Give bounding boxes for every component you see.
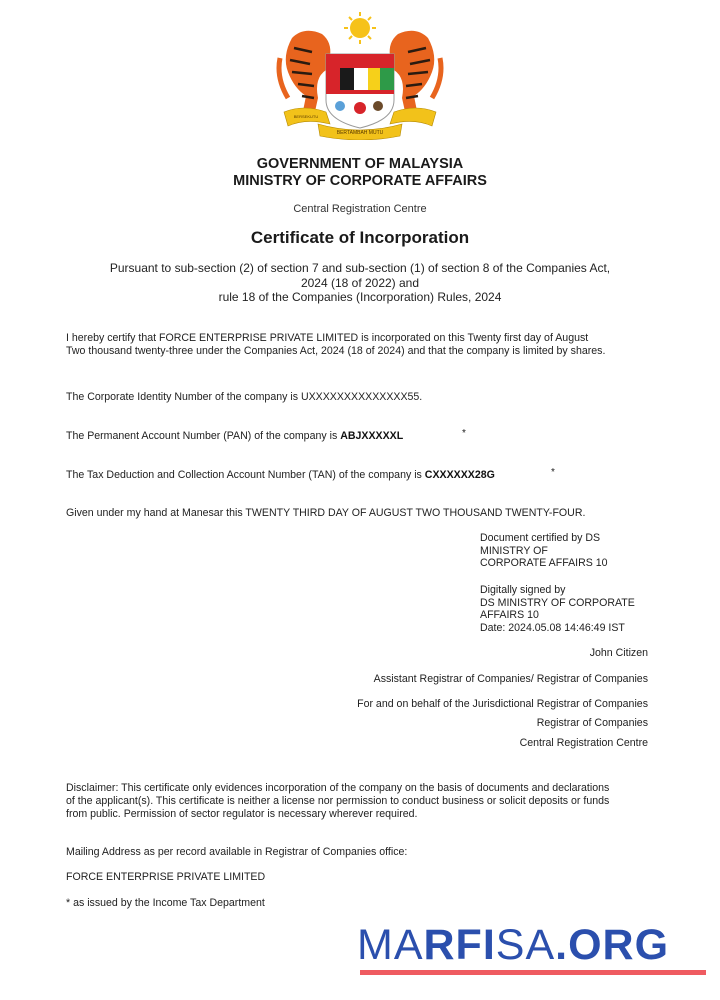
signed-line: Digitally signed by (480, 584, 566, 596)
registration-centre: Central Registration Centre (519, 737, 648, 749)
tan-line (66, 469, 495, 482)
pursuant-line: rule 18 of the Companies (Incorporation) Rules, 2024 (218, 290, 502, 304)
pursuant-line: 2024 (18 of 2022) and (300, 275, 420, 290)
certificate-title: Certificate of Incorporation (250, 228, 470, 247)
certified-line: MINISTRY OF (480, 544, 548, 557)
shield-icon (326, 54, 394, 128)
pan-value: ABJXXXXXL (340, 430, 404, 442)
pan-asterisk: * (462, 428, 466, 439)
tan-label: The Tax Deduction and Collection Account Number (TAN) of the company is (66, 469, 425, 481)
watermark-part: RFI (423, 921, 496, 969)
signed-line: DS MINISTRY OF CORPORATE (480, 596, 635, 609)
certify-line: Two thousand twenty-three under the Companies Act, 2024 (18 of 2024) and that the company is limited by shares. (66, 345, 606, 357)
government-heading (0, 156, 720, 190)
watermark-underline (360, 970, 706, 975)
income-tax-note: * as issued by the Income Tax Department (66, 897, 265, 909)
tiger-left-icon (279, 31, 330, 116)
given-statement: Given under my hand at Manesar this TWENTY THIRD DAY OF AUGUST TWO THOUSAND TWENTY-FOUR. (66, 507, 586, 519)
disclaimer-line: from public. Permission of sector regulator is necessary wherever required. (66, 808, 418, 820)
marfisa-watermark (357, 920, 669, 970)
cin-value: UXXXXXXXXXXXXXX55. (300, 391, 423, 403)
svg-text:BERSEKUTU: BERSEKUTU (293, 114, 319, 119)
certified-by-block (480, 532, 608, 570)
behalf-statement: For and on behalf of the Jurisdictional Registrar of Companies (357, 698, 648, 710)
pursuant-statement (0, 261, 720, 305)
sun-icon (344, 12, 376, 44)
malaysia-coat-of-arms-icon (274, 8, 446, 140)
signed-line: AFFAIRS 10 (480, 609, 539, 621)
digital-signature-block (480, 584, 635, 634)
ministry-name: MINISTRY OF CORPORATE AFFAIRS (233, 173, 487, 189)
tan-asterisk: * (551, 467, 555, 478)
watermark-part: .ORG (555, 921, 670, 969)
tiger-right-icon (390, 31, 441, 116)
mailing-address-name: FORCE ENTERPRISE PRIVATE LIMITED (66, 871, 266, 883)
disclaimer-line: Disclaimer: This certificate only evidences incorporation of the company on the basis of documents and declarations (66, 782, 610, 794)
disclaimer (66, 782, 609, 821)
signatory-name: John Citizen (589, 647, 648, 659)
certified-line: Document certified by DS (480, 532, 601, 544)
government-name: GOVERNMENT OF MALAYSIA (256, 156, 464, 172)
certify-paragraph (66, 332, 605, 358)
cin-label: The Corporate Identity Number of the company is (66, 391, 301, 403)
disclaimer-line: of the applicant(s). This certificate is neither a license nor permission to conduct business or solicit deposits or funds (66, 795, 610, 807)
pan-line (66, 430, 403, 443)
certified-line: CORPORATE AFFAIRS 10 (480, 557, 608, 569)
registrar-title: Registrar of Companies (536, 717, 648, 729)
office-name: Central Registration Centre (293, 203, 427, 215)
mailing-address-label: Mailing Address as per record available in Registrar of Companies office: (66, 846, 408, 858)
tan-value: CXXXXXX28G (424, 469, 495, 481)
pursuant-line: Pursuant to sub-section (2) of section 7 and sub-section (1) of section 8 of the Companies Act, (109, 261, 611, 275)
signatory-role: Assistant Registrar of Companies/ Registrar of Companies (373, 673, 648, 685)
svg-text:BERTAMBAH MUTU: BERTAMBAH MUTU (336, 130, 384, 136)
cin-line (66, 391, 422, 404)
signature-date: Date: 2024.05.08 14:46:49 IST (480, 621, 625, 634)
certify-line: I hereby certify that FORCE ENTERPRISE PRIVATE LIMITED is incorporated on this Twenty first day of August (66, 332, 589, 344)
pan-label: The Permanent Account Number (PAN) of the company is (66, 430, 341, 442)
watermark-part: MA (357, 921, 424, 969)
watermark-part: SA (495, 921, 556, 969)
